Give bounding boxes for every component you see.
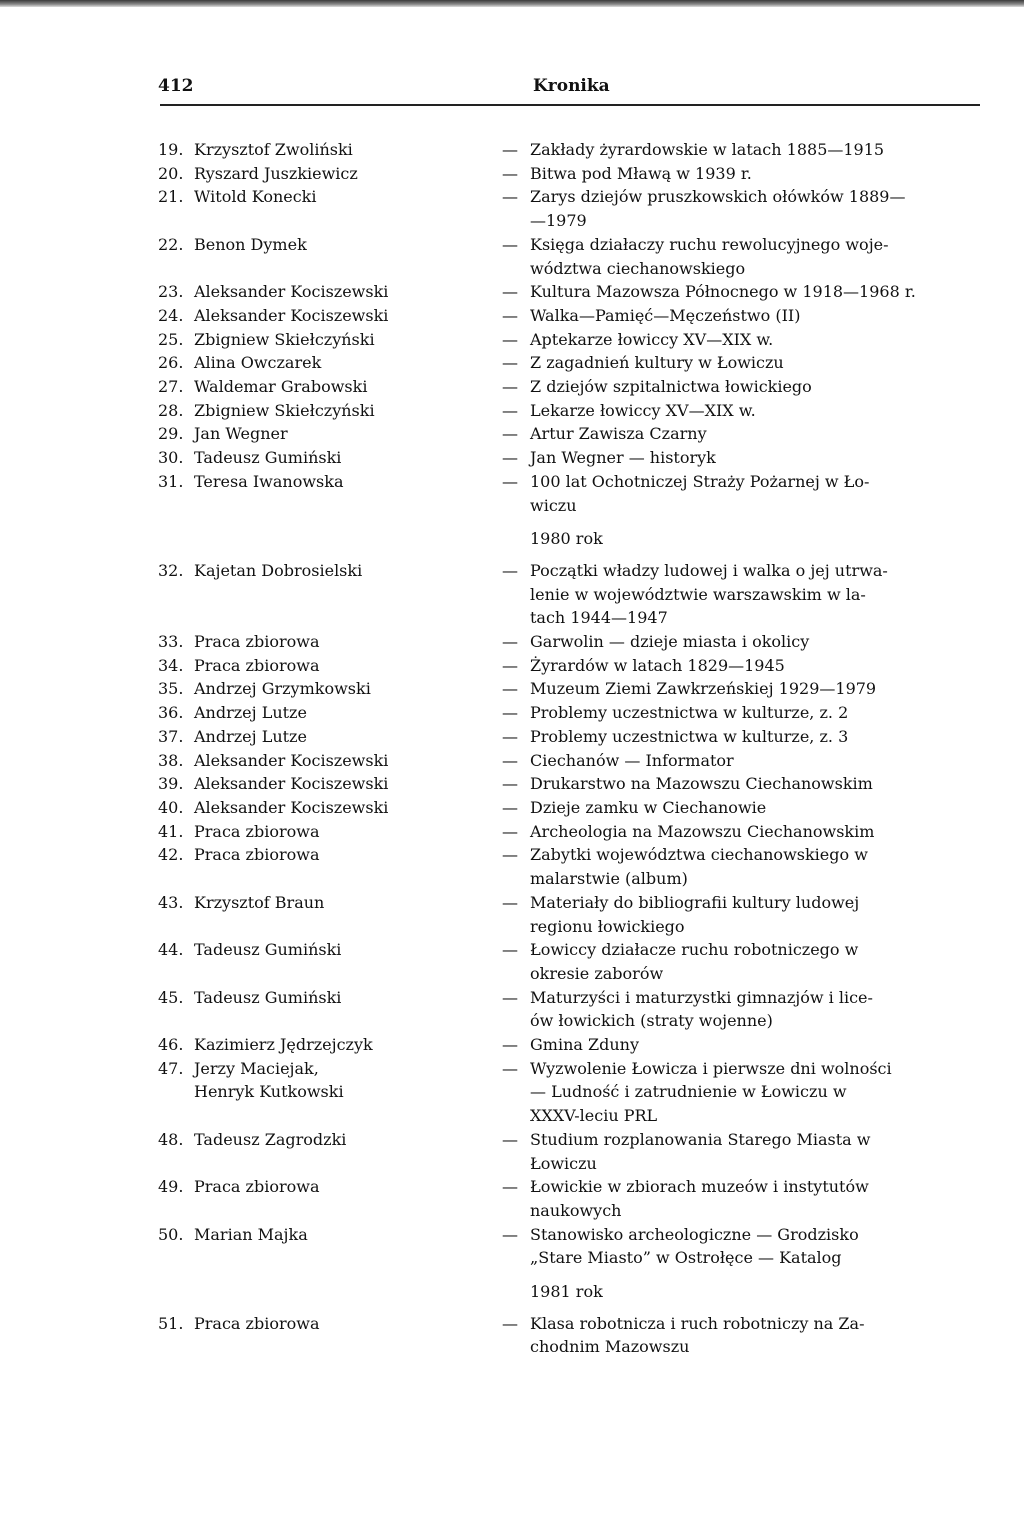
item-author [194, 375, 502, 399]
item-number: 48. [158, 1129, 184, 1149]
title-line: — Ludność i zatrudnienie w Łowiczu w [530, 1082, 847, 1102]
item-number: 38. [158, 750, 184, 770]
year-heading: 1980 rok [530, 529, 603, 549]
item-dash: — [502, 305, 518, 325]
author-line: Tadeusz Gumiński [194, 987, 342, 1007]
title-line: Artur Zawisza Czarny [530, 424, 707, 444]
title-line: Materiały do bibliografii kultury ludowej [530, 892, 860, 912]
author-line: Zbigniew Skiełczyński [194, 329, 375, 349]
list-item [158, 701, 980, 725]
list-item [158, 1128, 980, 1175]
title-line: Ciechanów — Informator [530, 750, 734, 770]
item-dash: — [502, 329, 518, 349]
list-item [158, 138, 980, 162]
author-line: Tadeusz Zagrodzki [194, 1129, 347, 1149]
item-number: 40. [158, 797, 184, 817]
item-dash: — [502, 655, 518, 675]
title-line: Z dziejów szpitalnictwa łowickiego [530, 377, 812, 397]
title-line: lenie w województwie warszawskim w la- [530, 584, 866, 604]
item-title [530, 1223, 980, 1270]
list-item [158, 399, 980, 423]
item-title [530, 701, 980, 725]
item-dash: — [502, 703, 518, 723]
author-line: Benon Dymek [194, 234, 307, 254]
title-line: Księga działaczy ruchu rewolucyjnego woje- [530, 234, 889, 254]
author-line: Praca zbiorowa [194, 1313, 320, 1333]
page-header [158, 76, 980, 104]
title-line: Bitwa pod Mławą w 1939 r. [530, 163, 752, 183]
page-number: 412 [158, 76, 194, 96]
title-line: Muzeum Ziemi Zawkrzeńskiej 1929—1979 [530, 679, 877, 699]
list-item [158, 185, 980, 232]
list-item [158, 1223, 980, 1270]
item-title [530, 375, 980, 399]
item-number: 46. [158, 1035, 184, 1055]
item-dash: — [502, 987, 518, 1007]
item-number: 34. [158, 655, 184, 675]
item-title [530, 1057, 980, 1128]
item-author [194, 470, 502, 517]
list-item [158, 446, 980, 470]
list-item [158, 843, 980, 890]
title-line: Łowiczu [530, 1153, 597, 1173]
item-dash: — [502, 845, 518, 865]
author-line: Witold Konecki [194, 187, 317, 207]
list-item [158, 351, 980, 375]
item-author [194, 749, 502, 773]
list-item [158, 630, 980, 654]
item-title [530, 654, 980, 678]
author-line: Praca zbiorowa [194, 655, 320, 675]
item-dash: — [502, 750, 518, 770]
item-author [194, 446, 502, 470]
item-title [530, 422, 980, 446]
author-line: Alina Owczarek [194, 353, 322, 373]
author-line: Jan Wegner [194, 424, 288, 444]
title-line: Garwolin — dzieje miasta i okolicy [530, 632, 810, 652]
title-line: okresie zaborów [530, 963, 664, 983]
title-line: Kultura Mazowsza Północnego w 1918—1968 r. [530, 282, 916, 302]
year-heading: 1981 rok [530, 1282, 603, 1302]
item-dash: — [502, 1177, 518, 1197]
bibliography-list [158, 138, 980, 1359]
item-number: 23. [158, 282, 184, 302]
item-number: 36. [158, 703, 184, 723]
list-item [158, 891, 980, 938]
title-line: Wyzwolenie Łowicza i pierwsze dni wolności [530, 1058, 892, 1078]
item-dash: — [502, 163, 518, 183]
item-dash: — [502, 187, 518, 207]
item-title [530, 843, 980, 890]
item-title [530, 772, 980, 796]
item-title [530, 1175, 980, 1222]
author-line: Tadeusz Gumiński [194, 940, 342, 960]
header-rule [160, 104, 980, 106]
title-line: Zakłady żyrardowskie w latach 1885—1915 [530, 140, 885, 159]
title-line: Problemy uczestnictwa w kulturze, z. 3 [530, 726, 849, 746]
item-title [530, 328, 980, 352]
item-author [194, 772, 502, 796]
author-line: Ryszard Juszkiewicz [194, 163, 358, 183]
title-line: tach 1944—1947 [530, 608, 668, 628]
author-line: Teresa Iwanowska [194, 471, 344, 491]
item-title [530, 938, 980, 985]
item-dash: — [502, 940, 518, 960]
title-line: Łowickie w zbiorach muzeów i instytutów [530, 1177, 869, 1197]
title-line: regionu łowickiego [530, 916, 685, 936]
title-line: Studium rozplanowania Starego Miasta w [530, 1129, 871, 1149]
item-author [194, 185, 502, 232]
item-author [194, 938, 502, 985]
author-line: Marian Majka [194, 1224, 308, 1244]
item-number: 30. [158, 448, 184, 468]
author-line: Andrzej Lutze [194, 703, 307, 723]
item-dash: — [502, 140, 518, 159]
title-line: Żyrardów w latach 1829—1945 [530, 655, 785, 675]
running-title: Kronika [533, 76, 610, 96]
item-number: 28. [158, 400, 184, 420]
title-line: Maturzyści i maturzystki gimnazjów i lice- [530, 987, 873, 1007]
item-number: 35. [158, 679, 184, 699]
title-line: Zarys dziejów pruszkowskich ołówków 1889— [530, 187, 906, 207]
item-dash: — [502, 726, 518, 746]
list-item [158, 820, 980, 844]
item-dash: — [502, 1313, 518, 1333]
author-line: Praca zbiorowa [194, 632, 320, 652]
item-number: 21. [158, 187, 184, 207]
item-author [194, 677, 502, 701]
title-line: Klasa robotnicza i ruch robotniczy na Za- [530, 1313, 865, 1333]
title-line: wiczu [530, 495, 577, 515]
item-title [530, 185, 980, 232]
item-title [530, 470, 980, 517]
item-title [530, 796, 980, 820]
list-item [158, 559, 980, 630]
author-line: Krzysztof Zwoliński [194, 140, 353, 159]
title-line: 100 lat Ochotniczej Straży Pożarnej w Ło- [530, 471, 870, 491]
item-title [530, 725, 980, 749]
item-number: 41. [158, 821, 184, 841]
item-author [194, 1312, 502, 1359]
title-line: Jan Wegner — historyk [530, 448, 716, 468]
item-number: 44. [158, 940, 184, 960]
item-dash: — [502, 679, 518, 699]
item-number: 51. [158, 1313, 184, 1333]
title-line: Lekarze łowiccy XV—XIX w. [530, 400, 756, 420]
item-author [194, 422, 502, 446]
item-dash: — [502, 353, 518, 373]
title-line: „Stare Miasto” w Ostrołęce — Katalog [530, 1248, 842, 1268]
author-line: Aleksander Kociszewski [194, 774, 389, 794]
item-author [194, 328, 502, 352]
list-item [158, 677, 980, 701]
title-line: Stanowisko archeologiczne — Grodzisko [530, 1224, 859, 1244]
item-author [194, 986, 502, 1033]
item-author [194, 559, 502, 630]
item-number: 26. [158, 353, 184, 373]
item-dash: — [502, 797, 518, 817]
list-item [158, 1057, 980, 1128]
author-line: Aleksander Kociszewski [194, 282, 389, 302]
list-item [158, 725, 980, 749]
item-number: 25. [158, 329, 184, 349]
title-line: Dzieje zamku w Ciechanowie [530, 797, 767, 817]
item-author [194, 630, 502, 654]
item-title [530, 1128, 980, 1175]
item-dash: — [502, 892, 518, 912]
list-item [158, 986, 980, 1033]
item-title [530, 351, 980, 375]
title-line: Problemy uczestnictwa w kulturze, z. 2 [530, 703, 849, 723]
author-line: Aleksander Kociszewski [194, 305, 389, 325]
author-line: Andrzej Lutze [194, 726, 307, 746]
item-dash: — [502, 632, 518, 652]
item-author [194, 796, 502, 820]
author-line: Andrzej Grzymkowski [194, 679, 371, 699]
item-author [194, 843, 502, 890]
item-title [530, 986, 980, 1033]
author-line: Tadeusz Gumiński [194, 448, 342, 468]
title-line: chodnim Mazowszu [530, 1337, 690, 1357]
list-item [158, 938, 980, 985]
author-line: Kazimierz Jędrzejczyk [194, 1035, 373, 1055]
item-author [194, 280, 502, 304]
item-title [530, 304, 980, 328]
item-title [530, 162, 980, 186]
item-number: 22. [158, 234, 184, 254]
item-author [194, 304, 502, 328]
title-line: Archeologia na Mazowszu Ciechanowskim [530, 821, 875, 841]
list-item [158, 749, 980, 773]
item-author [194, 891, 502, 938]
list-item [158, 1033, 980, 1057]
item-title [530, 1312, 980, 1359]
list-item [158, 328, 980, 352]
title-line: Aptekarze łowiccy XV—XIX w. [530, 329, 774, 349]
author-line: Zbigniew Skiełczyński [194, 400, 375, 420]
author-line: Henryk Kutkowski [194, 1082, 344, 1102]
item-dash: — [502, 821, 518, 841]
author-line: Praca zbiorowa [194, 1177, 320, 1197]
item-title [530, 630, 980, 654]
item-number: 50. [158, 1224, 184, 1244]
item-author [194, 701, 502, 725]
item-dash: — [502, 774, 518, 794]
item-author [194, 820, 502, 844]
item-author [194, 1033, 502, 1057]
item-number: 45. [158, 987, 184, 1007]
item-title [530, 280, 980, 304]
author-line: Aleksander Kociszewski [194, 750, 389, 770]
item-title [530, 1033, 980, 1057]
title-line: Zabytki województwa ciechanowskiego w [530, 845, 868, 865]
item-number: 37. [158, 726, 184, 746]
item-dash: — [502, 448, 518, 468]
title-line: Gmina Zduny [530, 1035, 640, 1055]
item-dash: — [502, 560, 518, 580]
title-line: —1979 [530, 211, 587, 231]
list-item [158, 304, 980, 328]
item-number: 31. [158, 471, 184, 491]
item-title [530, 820, 980, 844]
list-item [158, 422, 980, 446]
list-item [158, 796, 980, 820]
item-dash: — [502, 1129, 518, 1149]
item-title [530, 399, 980, 423]
list-item [158, 654, 980, 678]
title-line: ów łowickich (straty wojenne) [530, 1011, 773, 1031]
list-item [158, 375, 980, 399]
item-author [194, 1223, 502, 1270]
item-title [530, 559, 980, 630]
item-author [194, 1057, 502, 1128]
item-number: 47. [158, 1058, 184, 1078]
list-item [158, 1312, 980, 1359]
item-dash: — [502, 1035, 518, 1055]
item-author [194, 233, 502, 280]
list-item [158, 162, 980, 186]
item-author [194, 725, 502, 749]
item-author [194, 1128, 502, 1175]
item-title [530, 891, 980, 938]
item-dash: — [502, 424, 518, 444]
item-number: 19. [158, 140, 184, 159]
item-dash: — [502, 377, 518, 397]
item-number: 49. [158, 1177, 184, 1197]
item-dash: — [502, 282, 518, 302]
item-author [194, 162, 502, 186]
title-line: XXXV-leciu PRL [530, 1106, 658, 1126]
author-line: Krzysztof Braun [194, 892, 325, 912]
item-author [194, 399, 502, 423]
author-line: Jerzy Maciejak, [194, 1058, 319, 1078]
item-author [194, 654, 502, 678]
title-line: malarstwie (album) [530, 869, 688, 889]
item-dash: — [502, 1058, 518, 1078]
list-item [158, 1175, 980, 1222]
item-dash: — [502, 1224, 518, 1244]
list-item [158, 772, 980, 796]
list-item [158, 280, 980, 304]
author-line: Aleksander Kociszewski [194, 797, 389, 817]
item-title [530, 749, 980, 773]
title-line: Drukarstwo na Mazowszu Ciechanowskim [530, 774, 873, 794]
item-author [194, 351, 502, 375]
author-line: Waldemar Grabowski [194, 377, 368, 397]
item-number: 27. [158, 377, 184, 397]
item-dash: — [502, 400, 518, 420]
author-line: Praca zbiorowa [194, 845, 320, 865]
author-line: Praca zbiorowa [194, 821, 320, 841]
title-line: Łowiccy działacze ruchu robotniczego w [530, 940, 859, 960]
item-number: 43. [158, 892, 184, 912]
item-number: 29. [158, 424, 184, 444]
author-line: Kajetan Dobrosielski [194, 560, 363, 580]
item-dash: — [502, 234, 518, 254]
title-line: Walka—Pamięć—Męczeństwo (II) [530, 305, 801, 325]
item-number: 24. [158, 305, 184, 325]
item-title [530, 446, 980, 470]
item-number: 42. [158, 845, 184, 865]
item-title [530, 138, 980, 162]
title-line: Z zagadnień kultury w Łowiczu [530, 353, 784, 373]
title-line: Początki władzy ludowej i walka o jej utrwa- [530, 560, 888, 580]
item-number: 33. [158, 632, 184, 652]
item-author [194, 1175, 502, 1222]
item-author [194, 138, 502, 162]
list-item [158, 470, 980, 517]
item-title [530, 677, 980, 701]
item-number: 20. [158, 163, 184, 183]
item-title [530, 233, 980, 280]
title-line: naukowych [530, 1200, 622, 1220]
title-line: wództwa ciechanowskiego [530, 258, 746, 278]
scan-edge [0, 0, 1024, 7]
item-dash: — [502, 471, 518, 491]
item-number: 39. [158, 774, 184, 794]
list-item [158, 233, 980, 280]
item-number: 32. [158, 560, 184, 580]
